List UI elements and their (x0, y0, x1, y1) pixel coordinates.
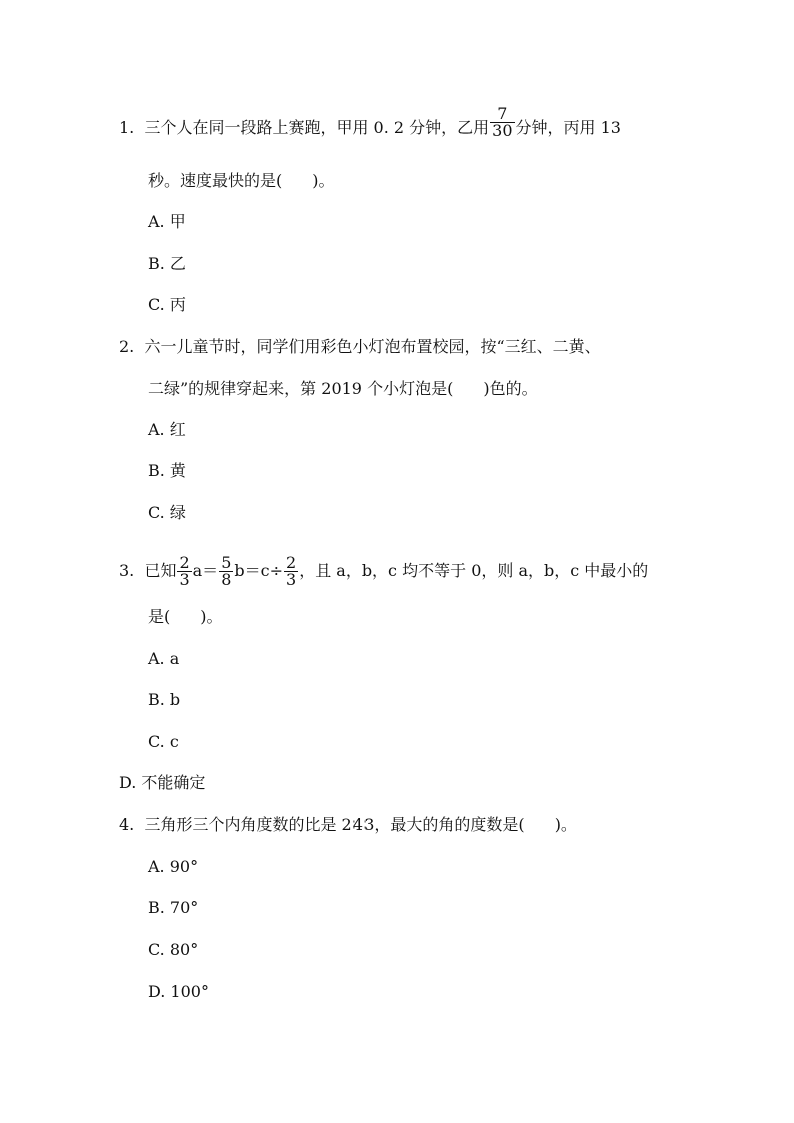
question-4-option-d: D. 100° (148, 982, 209, 1001)
question-2-stem: 六一儿童节时，同学们用彩色小灯泡布置校园，按“三红、二黄、 (144, 337, 601, 356)
question-1-text-b: 分钟，丙用 13 (515, 118, 621, 137)
question-2-line-2 (148, 379, 538, 399)
question-3-fraction-3 (284, 555, 298, 588)
question-2-number: 2. (119, 337, 135, 356)
question-4-option-b: B. 70° (148, 898, 199, 917)
question-3-line-1 (119, 555, 648, 588)
fraction-denominator: 3 (286, 570, 297, 589)
question-3-mid-2: b＝c÷ (234, 561, 283, 580)
question-3-mid-1: a＝ (192, 561, 219, 580)
question-4-stem-a: 三角形三个内角度数的比是 2 (144, 815, 352, 834)
question-2-line-1 (119, 337, 601, 357)
question-3-post: ，且 a，b，c 均不等于 0，则 a，b，c 中最小的 (299, 561, 649, 580)
fraction-denominator: 3 (179, 570, 190, 589)
question-1-text-a: 三个人在同一段路上赛跑，甲用 0. 2 分钟，乙用 (144, 118, 490, 137)
question-3-option-a: A. a (148, 649, 180, 668)
question-1-option-b: B. 乙 (148, 254, 186, 273)
question-3-stem-end: 是( (148, 607, 171, 626)
ratio-separator-glyph: ∶ (363, 815, 365, 834)
fraction-denominator: 8 (221, 570, 232, 589)
ratio-separator-glyph: ∶ (351, 815, 353, 834)
question-3-option-d: D. 不能确定 (119, 773, 206, 792)
question-1-line-1 (119, 104, 621, 140)
question-3-stem-close: )。 (200, 607, 223, 626)
fraction-denominator: 30 (492, 121, 513, 140)
question-3-fraction-1 (177, 555, 191, 588)
question-1-line-2 (148, 171, 335, 191)
question-4-stem-b: 4 (352, 815, 364, 834)
question-3-line-2 (148, 607, 223, 627)
question-3-option-b: B. b (148, 690, 181, 709)
question-2-option-a: A. 红 (148, 420, 186, 439)
question-2-option-b: B. 黄 (148, 461, 186, 480)
question-1-fraction (490, 106, 514, 139)
question-1-option-c: C. 丙 (148, 295, 186, 314)
question-4-stem-close: )。 (554, 815, 577, 834)
question-3-number: 3. (119, 561, 135, 580)
question-4-line-1 (119, 815, 577, 835)
question-1-option-a: A. 甲 (148, 212, 186, 231)
question-2-stem-close: )色的。 (483, 379, 538, 398)
fraction-numerator: 2 (179, 553, 190, 572)
question-2-option-c: C. 绿 (148, 503, 186, 522)
fraction-numerator: 7 (497, 104, 508, 123)
fraction-numerator: 5 (221, 553, 232, 572)
question-3-pre: 已知 (144, 561, 177, 580)
question-4-number: 4. (119, 815, 135, 834)
question-1-stem-end: 秒。速度最快的是( (148, 171, 283, 190)
fraction-numerator: 2 (286, 553, 297, 572)
question-1-stem-close: )。 (312, 171, 335, 190)
question-1-number: 1. (119, 118, 135, 137)
question-4-option-c: C. 80° (148, 940, 199, 959)
question-4-option-a: A. 90° (148, 857, 199, 876)
question-4-stem-c: 3，最大的角的度数是( (364, 815, 525, 834)
question-3-option-c: C. c (148, 732, 179, 751)
question-3-fraction-2 (219, 555, 233, 588)
question-2-stem-end: 二绿”的规律穿起来，第 2019 个小灯泡是( (148, 379, 454, 398)
